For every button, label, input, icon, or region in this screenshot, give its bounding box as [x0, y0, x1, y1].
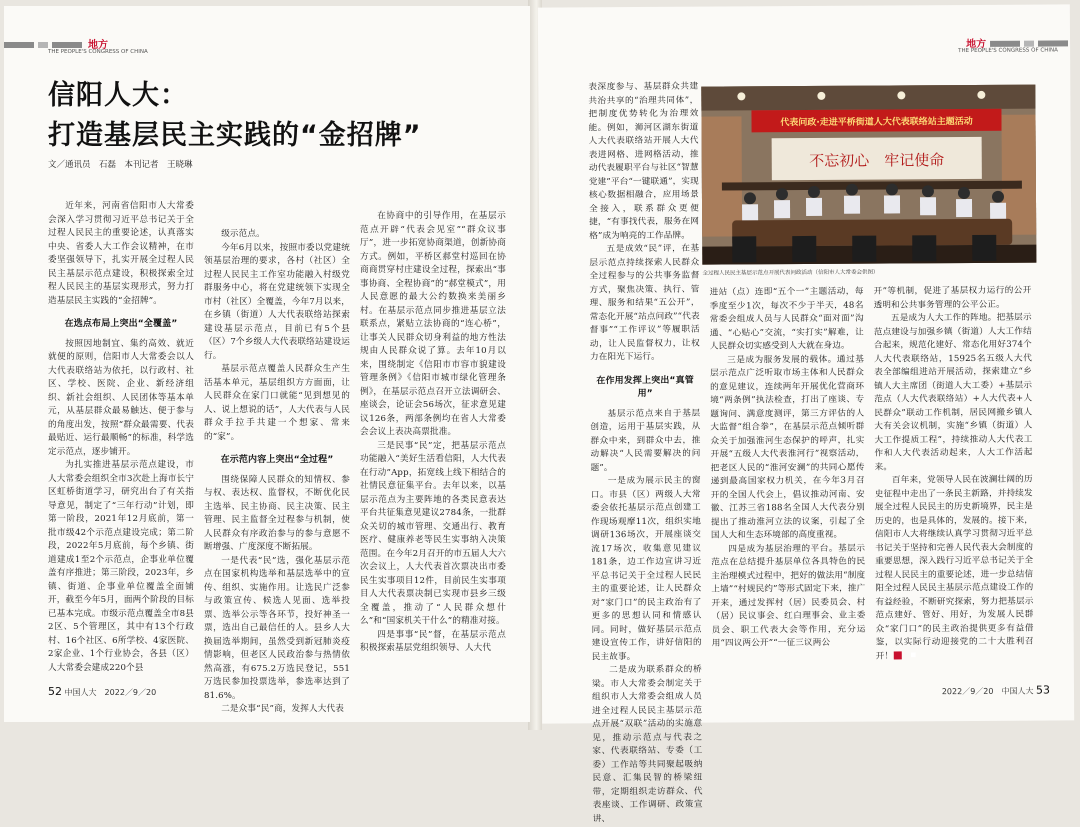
right-footer [942, 684, 1050, 698]
paragraph: 基层示范点来自于基层创造，运用于基层实践，从群众中来，到群众中去，推动解决“人民需要解决的问题”。 [590, 408, 701, 473]
footer-text: 2022／9／20 中国人大 [941, 686, 1034, 697]
paragraph: 开”等机制，促进了基层权力运行的公开透明和公共事务管理的公平公正。 [873, 285, 1032, 311]
paragraph: 近年来，河南省信阳市人大常委会深入学习贯彻习近平总书记关于全过程人民民主的重要论述，认真落实中央、省委人大工作会议精神，在市委坚强领导下，扎实开展全过程人民民主基层示范点建设，积极探索全过程人民民主的基层实现形式，努力打造基层民主实践的“金招牌”。 [48, 201, 194, 306]
paragraph: 围绕保障人民群众的知情权、参与权、表达权、监督权，不断优化民主选举、民主协商、民主决策、民主管理、民主监督全过程参与机制，使人民群众有序政治参与的参与意愿不断增强、广度深度不断拓展。 [204, 474, 350, 552]
footer-text: 中国人大 2022／9／20 [64, 688, 157, 697]
paragraph: 百年来，党领导人民在波澜壮阔的历史征程中走出了一条民主新路，并持续发展全过程人民民主的历史新境界，民主是历史的，也是具体的，发展的。接下来，信阳市人大将继续认真学习贯彻习近平总书记关于坚持和完善人民代表大会制度的重要思想，深入践行习近平总书记关于全过程人民民主的重要论述，进一步总结信阳全过程人民民主基层示范点建设工作的有益经验，不断研究探索，努力把基层示范点建好、管好、用好，为发展人民群众“家门口”的民主政治提供更多有益借鉴，以实际行动迎接党的二十大胜利召开！ ■ [874, 474, 1034, 662]
section-label: 地方 [88, 40, 108, 51]
right-page [538, 4, 1074, 824]
section-label: 地方 [966, 38, 987, 51]
header-decorative-bars [990, 40, 1070, 46]
meeting-photo-illustration [701, 85, 1036, 265]
section-heading: 在选点布局上突出“全覆盖” [64, 319, 178, 329]
publication-name: THE PEOPLE'S CONGRESS OF CHINA [48, 49, 148, 55]
right-column-1 [588, 81, 703, 824]
byline: 文／通讯员 石磊 本刊记者 王晓琳 [48, 160, 193, 170]
right-header [538, 34, 1070, 57]
page-number: 52 [48, 685, 62, 698]
paragraph: 级示范点。 [221, 229, 265, 239]
paragraph: 表深度参与、基层群众共建共治共享的“治理共同体”，把制度优势转化为治理效能。例如，浉河区湖东街道人大代表联络站开展人大代表进网格、进网格活动，推动代表履职平台与社区“智慧党建”平台“一键联通”，实现核心数据相融合，应用场景全接入，联系群众更便捷，“有事找代表，服务在网格”成为响亮的工作品牌。 [588, 81, 700, 241]
banner-text: 代表问政·走进平桥街道人大代表联络站主题活动 [780, 116, 973, 129]
title-line-1: 信阳人大： [48, 80, 188, 111]
page-number: 53 [1035, 683, 1051, 697]
paragraph: 按照因地制宜、集约高效、就近就便的原则，信阳市人大常委会以人大代表联络站为依托，以行政村、社区、学校、医院、企业、新经济组织、新社会组织、人民团体等基本单元，从基层群众最易触达、便于参与的角度出发，按照“群众最需要、代表最贴近、运行最顺畅”的标准，科学选定示范点，逐步铺开。 [48, 338, 194, 457]
paragraph: 二是众事“民”商，发挥人大代表 [221, 704, 344, 714]
photo-caption: 全过程人民民主基层示范点开展代表问政活动（信阳市人大常委会供图） [702, 269, 879, 277]
left-column-3 [360, 210, 506, 680]
right-column-2 [710, 286, 866, 687]
paragraph: 四是事事“民”督，在基层示范点积极探索基层党组织领导、人大代 [360, 629, 506, 653]
paragraph: 一是成为展示民主的窗口。市县（区）两级人大常委会依托基层示范点创建工作现场观摩11次，组织实地调研136场次，开展座谈交流17场次，收集意见建议181条，边工作边宣讲习近平总书记关于全过程人民民主的重要论述，让人民群众对“家门口”的民主政治有了更多的思想认同和情感认同。同时，做好基层示范点建设宣传工作，讲好信阳的民主故事。 [590, 475, 702, 662]
section-heading: 在示范内容上突出“全过程” [220, 455, 334, 465]
paragraph: 一是代表“民”选，强化基层示范点在国家机构选举和基层选举中的宣传、组织、实施作用。让选民广泛参与政策宣传、候选人见面、选举投票、选举公示等各环节，投好神圣一票，选出自己最信任的人。县乡人大换届选举期间，虽然受到新冠肺炎疫情影响，但老区人民政治参与热情依然高涨，有675.2万选民登记，551万选民参加投票选举，参选率达到了81.6%。 [204, 555, 350, 701]
paragraph: 五是成为人大工作的阵地。把基层示范点建设与加强乡镇（街道）人大工作结合起来，规范化建好、常态化用好374个人大代表联络站，15925名五级人大代表全部编组进站开展活动，探索建立“乡镇人大主席团（街道人大工委）+基层示范点（人大代表联络站）+人大代表+人民群众”联动工作机制，居民网搬乡镇人大有关会议机制，实施“乡镇（街道）人大工作提质工程”，持续推动人大代表工作和人大代表活动起来，人大工作活起来。 [873, 312, 1033, 473]
left-column-2 [204, 228, 350, 714]
left-footer [48, 685, 156, 698]
left-page [4, 6, 530, 722]
paragraph: 二是成为联系群众的桥梁。市人大常委会制定关于组织市人大常委会组成人员进全过程人民民主基层示范点开展“双联”活动的实施意见，推动示范点与代表之家、代表联络站、专委（工委）工作站等共同聚起吸纳民意、汇集民智的桥梁纽带，定期组织走访群众、代表座谈、工作调研、政策宣讲、 [591, 664, 703, 824]
paragraph: 为扎实推进基层示范点建设，市人大常委会组织全市3次赴上海市长宁区虹桥街道学习，研究出台了有关指导意见，制定了“三年行动”计划，即第一阶段，2021年12月底前，第一批市级42个示范点建设完成；第二阶段，2022年5月底前，每个乡镇、街道建成1至2个示范点，企事业单位覆盖有序推进；第三阶段，2023年，乡镇、街道、企事业单位覆盖全面铺开，截至今年5月，面两个阶段的目标已基本完成。市级示范点覆盖全市8县2区、5个管理区，其中有13个行政村、16个社区、6所学校、4家医院、2家企业、1个行业协会，各县（区）人大常委会建成220个县 [48, 460, 194, 673]
publication-name: THE PEOPLE'S CONGRESS OF CHINA [958, 47, 1058, 55]
end-mark: ■ [893, 651, 901, 659]
header-decorative-bars [4, 42, 84, 48]
paragraph: 三是成为服务发展的载体。通过基层示范点广泛听取市场主体和人民群众的意见建议，连续两年开展优化营商环境“两条例”执法检查，打出了座谈、专题询问、满意度测评，第三方评估的人大监督“组合拳”，在基层示范点倾听群众关于加强淮河生态保护的呼声，扎实开展“五级人大代表淮河行”视察活动，把老区人民的“淮河安澜”的共同心愿传递到最高国家权力机关，在今年3月召开的全国人代会上，倡议推动河南、安徽、江苏三省188名全国人大代表分别提出了推动淮河立法的议案，引起了全国人大和生态环境部的高度重视。 [710, 354, 865, 541]
meeting-photo [701, 85, 1036, 265]
paragraph: 三是民事“民”定，把基层示范点功能融入“美好生活看信阳，人大代表在行动”App，拓宽线上线下相结合的社情民意征集平台。去年以来，以基层示范点为主要阵地的各类民意表达平台共征集意见建议2784条，一批群众关切的城市管理、交通出行、教育医疗、健康养老等民生实事纳入决策范围。在今年2月召开的市五届人大六次会议上，人大代表首次票决出市委民生实事项目12件，目前民生实事项目人大代表票决制已实现市县乡三级全覆盖，推动了“人民群众想什么”和“国家机关干什么”的精准对接。 [360, 440, 506, 626]
paragraph: 进站（点）连即“五个一”主题活动，每季度至少1次，每次不少于半天，48名常委会组成人员与人民群众“面对面”沟通、“心贴心”交流，“实打实”解难，让人民群众切实感受到人大就在身边。 [709, 286, 864, 352]
article-title [48, 76, 422, 156]
paragraph: 今年6月以来，按照市委以党建统领基层治理的要求，各村（社区）全过程人民民主工作室功能融入村级党群服务中心，将在党建统领下实现全市村（社区）全覆盖，今年7月以来，在乡镇（街道）人大代表联络站探索建设基层示范点，目前已有5个县（区）7个乡级人大代表联络站建设运行。 [204, 242, 350, 361]
paragraph: 四是成为基层治理的平台。基层示范点在总结提升基层单位各具特色的民主治理模式过程中，把好的做法用“制度上墙”“村规民约”等形式固定下来，推广开来，通过发挥村（居）民委员会、村（居）民议事会、红白理事会、业主委员会、职工代表大会等作用，充分运用“四议两公开”“一征三议两公 [711, 543, 866, 649]
paragraph: 五是成效“民”评，在基层示范点持续探索人民群众全过程参与的公共事务监督方式，聚焦决策、执行、管理、服务和结果“五公开”，常态化开展“站点问政”“代表督事”“工作评议”等履职活动，让人民监督权力，让权力在阳光下运行。 [589, 243, 700, 363]
left-header [4, 36, 530, 56]
right-column-3 [874, 285, 1034, 690]
paragraph: 在协商中的引导作用，在基层示范点开辟“代表会见室”“群众议事厅”，进一步拓宽协商渠道，创新协商方式。例如，平桥区郝堂村巡回在协商商贯穿村庄建设全过程，探索出“事事协商、全程协商”的“郝堂模式”，用人民意愿的最大公约数换来美丽乡村。在基层示范点同步推进基层立法联系点，紧贴立法协商的“连心桥”，让事关人民群众切身利益的地方性法规由人民群众说了算。去年10月以来，围绕制定《信阳市市容市貌建设管理条例》《信阳市城市绿化管理条例》，在基层示范点召开立法调研会、座谈会，论证会56场次，征求意见建议126条，两部条例均在省人大常委会会议上表决高票批准。 [360, 211, 506, 437]
paragraph: 基层示范点覆盖人民群众生产生活基本单元，基层组织方方面面，让人民群众在家门口就能“见到想见的人、说上想说的话”，人大代表与人民群众手拉手共建一个想家、常来的“家”。 [204, 364, 350, 442]
section-heading: 在作用发挥上突出“真管用” [596, 375, 694, 400]
title-line-2: 打造基层民主实践的“金招牌” [48, 120, 422, 151]
left-column-1 [48, 200, 194, 673]
wall-slogan: 不忘初心 牢记使命 [809, 151, 945, 170]
